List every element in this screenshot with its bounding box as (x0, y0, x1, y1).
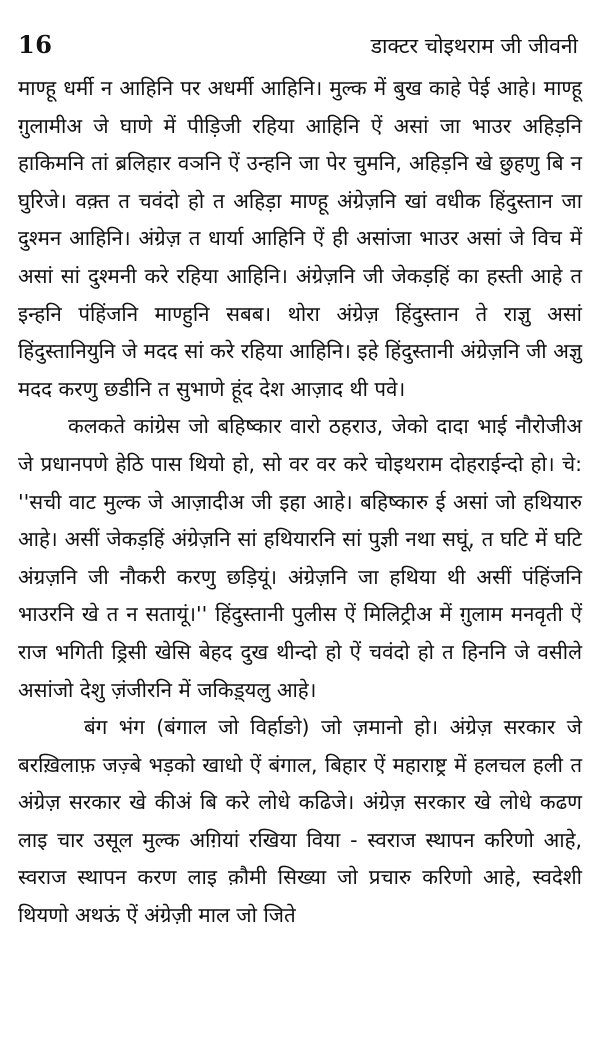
page-number: 16 (18, 30, 53, 59)
page-header (18, 30, 582, 66)
paragraph-2: कलकते कांग्रेस जो बहिष्कार वारो ठहराउ, जेको दादा भाई नौरोजीअ जे प्रधानपणे हेठि पास थियो हो, सो वर वर करे चोइथराम दोहराईन्दो हो। चे: ''सची वाट मुल्क जे आज़ादीअ जी इहा आहे। बहिष्कारु ई असां जो हथियारु आहे। असीं जेकड़हिं अंग्रेज़नि सां हथियारनि सां पुज्ञी नथा सघूं, त घटि में घटि अंग्रज़नि जी नौकरी करणु छड़ियूं। अंग्रेज़नि जा हथिया थी असीं पंहिंजनि भाउरनि खे त न सतायूं।'' हिंदुस्तानी पुलीस ऐं मिलिट्रीअ में ग़ुलाम मनवृती ऐं राज भगिती ड्रिसी खेसि बेहद दुख थीन्दो हो ऐं चवंदो हो त हिननि जे वसीले असांजो देशु ज़ंजीरनि में जकिड़्यलु आहे। (18, 414, 582, 702)
paragraph-3: बंग भंग (बंगाल जो विर्हाङो) जो ज़मानो हो। अंग्रेज़ सरकार जे बरख़िलाफ़ जज़्बे भड़को खाधो ऐं बंगाल, बिहार ऐं महाराष्ट्र में हलचल हली त अंग्रेज़ सरकार खे कीअं बि करे लोधे कढिजे। अंग्रेज़ सरकार खे लोधे कढण लाइ चार उसूल मुल्क अग़ियां रखिया विया - स्वराज स्थापन करिणो आहे, स्वराज स्थापन करण लाइ क़ौमी सिख्या जो प्रचारु करिणो आहे, स्वदेशी थियणो अथऊं ऐं अंग्रेज़ी माल जो जिते (18, 715, 582, 928)
running-title: डाक्टर चोइथराम जी जीवनी (370, 34, 578, 58)
body-text (18, 70, 582, 935)
paragraph-1: माण्हू धर्मी न आहिनि पर अधर्मी आहिनि। मुल्क में बुख काहे पेई आहे। माण्हू ग़ुलामीअ जे घाणे में पीड़िजी रहिया आहिनि ऐं असां जा भाउर अहिड़नि हाकिमनि तां ब्रलिहार वञनि ऐं उन्हनि जा पेर चुमनि, अहिड़नि खे छुहणु बि न घुरिजे। वक़्त त चवंदो हो त अहिड़ा माण्हू अंग्रेज़नि खां वधीक हिंदुस्तान जा दुश्मन आहिनि। अंग्रेज़ त धार्या आहिनि ऐं ही असांजा भाउर असां जे विच में असां सां दुश्मनी करे रहिया आहिनि। अंग्रेज़नि जी जेकड़हिं का हस्ती आहे त इन्हनि पंहिंजनि माण्हुनि सबब। थोरा अंग्रेज़ हिंदुस्तान ते राज्ञु असां हिंदुस्तानियुनि जे मदद सां करे रहिया आहिनि। इहे हिंदुस्तानी अंग्रेज़नि जी अज्ञु मदद करणु छडीनि त सुभाणे हूंद देश आज़ाद थी पवे। (18, 76, 582, 401)
